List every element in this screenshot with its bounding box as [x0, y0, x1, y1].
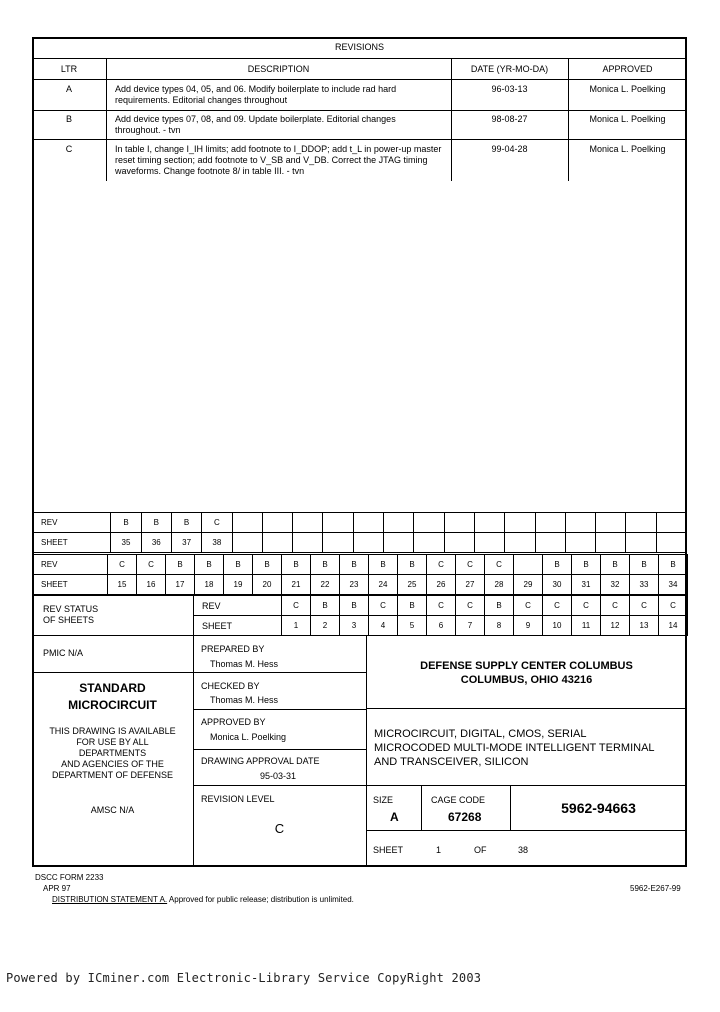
mid-rev-cell: B: [311, 555, 340, 575]
rev-date-a: 96-03-13: [491, 84, 528, 94]
cage-code-label: CAGE CODE: [431, 795, 486, 805]
status-sheet-cell: 7: [456, 616, 485, 636]
top-rev-cell: [565, 513, 595, 533]
mid-sheet-cell: 30: [543, 575, 572, 595]
status-sheet-cell: 14: [659, 616, 688, 636]
top-rev-cell: C: [202, 513, 232, 533]
checked-by: Thomas M. Hess: [210, 695, 279, 705]
mid-sheet-cell: 16: [137, 575, 166, 595]
top-rev-cell: [262, 513, 292, 533]
status-sheet-cell: 9: [514, 616, 543, 636]
rev-approved-a: Monica L. Poelking: [589, 84, 666, 94]
revision-level: C: [274, 821, 285, 836]
rev-desc-c-line1: In table I, change I_IH limits; add footnote to I_DDOP; add t_L in power-up master: [115, 144, 442, 154]
rev-date-c: 99-04-28: [491, 144, 528, 154]
mid-rev-cell: B: [224, 555, 253, 575]
top-sheet-cell: [505, 533, 535, 553]
top-rev-cell: B: [171, 513, 201, 533]
mid-sheet-cell: 23: [340, 575, 369, 595]
availability-5: DEPARTMENT OF DEFENSE: [51, 770, 174, 780]
col-date-header: DATE (YR-MO-DA): [470, 64, 549, 74]
mid-sheet-cell: 34: [659, 575, 688, 595]
top-rev-cell: B: [111, 513, 141, 533]
mid-rev-cell: B: [369, 555, 398, 575]
top-sheet-cell: [444, 533, 474, 553]
status-sheet-cell: 10: [543, 616, 572, 636]
status-sheet-cell: 13: [630, 616, 659, 636]
rev-desc-a-line2: requirements. Editorial changes throughout: [115, 95, 288, 105]
amsc: AMSC N/A: [90, 805, 135, 815]
status-sheet-cell: 11: [572, 616, 601, 636]
col-description-header: DESCRIPTION: [247, 64, 310, 74]
approval-date: 95-03-31: [260, 771, 297, 781]
top-sheet-cell: [535, 533, 565, 553]
approved-by-label: APPROVED BY: [201, 717, 266, 727]
col-ltr-header: LTR: [60, 64, 78, 74]
rev-status-label-2: OF SHEETS: [43, 615, 95, 625]
top-rev-cell: [353, 513, 383, 533]
top-sheet-cell: 35: [111, 533, 141, 553]
powered-by-footer: Powered by ICminer.com Electronic-Library Service CopyRight 2003: [6, 971, 482, 985]
mid-rev-cell: B: [166, 555, 195, 575]
prepared-by-label: PREPARED BY: [201, 644, 265, 654]
status-rev-cell: C: [630, 596, 659, 616]
approved-by: Monica L. Poelking: [210, 732, 287, 742]
status-rev-cell: C: [659, 596, 688, 616]
status-sheet-cell: 2: [311, 616, 340, 636]
status-rev-label: REV: [194, 596, 282, 616]
top-sheet-cell: [414, 533, 444, 553]
status-rev-cell: C: [572, 596, 601, 616]
top-sheet-cell: [232, 533, 262, 553]
mid-sheet-cell: 15: [108, 575, 137, 595]
status-rev-cell: C: [369, 596, 398, 616]
mid-rev-cell: B: [282, 555, 311, 575]
top-sheet-cell: [293, 533, 323, 553]
mid-sheet-label: SHEET: [33, 575, 108, 595]
top-sheet-cell: [353, 533, 383, 553]
distribution-title: DISTRIBUTION STATEMENT A.: [52, 895, 168, 904]
mid-rev-cell: [514, 555, 543, 575]
form-number: DSCC FORM 2233: [35, 873, 104, 882]
rev-desc-b-line2: throughout. - tvn: [115, 125, 181, 135]
mid-sheet-cell: 26: [427, 575, 456, 595]
availability-2: FOR USE BY ALL: [76, 737, 149, 747]
status-rev-cell: B: [485, 596, 514, 616]
drawing-title-2: MICROCODED MULTI-MODE INTELLIGENT TERMINAL: [374, 742, 655, 754]
standard-title-1: STANDARD: [79, 681, 146, 695]
mid-sheet-cell: 25: [398, 575, 427, 595]
mid-rev-cell: B: [543, 555, 572, 575]
mid-rev-cell: B: [398, 555, 427, 575]
status-rev-cell: B: [311, 596, 340, 616]
mid-rev-cell: B: [572, 555, 601, 575]
rev-ltr-c: C: [65, 144, 73, 154]
mid-sheet-cell: 22: [311, 575, 340, 595]
rev-approved-c: Monica L. Poelking: [589, 144, 666, 154]
top-sheet-cell: [596, 533, 626, 553]
document-code: 5962-E267-99: [630, 884, 681, 893]
mid-sheet-cell: 32: [601, 575, 630, 595]
rev-status-table: [193, 595, 688, 636]
status-sheet-cell: 4: [369, 616, 398, 636]
standard-title-2: MICROCIRCUIT: [68, 698, 157, 712]
top-sheet-cell: [626, 533, 656, 553]
rev-ltr-b: B: [65, 114, 72, 124]
status-sheet-cell: 1: [282, 616, 311, 636]
rev-ltr-a: A: [65, 84, 72, 94]
mid-rev-label: REV: [33, 555, 108, 575]
top-sheet-label: SHEET: [33, 533, 111, 553]
mid-rev-cell: C: [427, 555, 456, 575]
sheet-status-mid: [32, 554, 688, 595]
status-rev-cell: C: [427, 596, 456, 616]
status-sheet-cell: 5: [398, 616, 427, 636]
of-label: OF: [474, 845, 487, 855]
top-rev-cell: [535, 513, 565, 533]
dscc-name: DEFENSE SUPPLY CENTER COLUMBUS: [420, 660, 633, 672]
mid-rev-cell: B: [659, 555, 688, 575]
size-value: A: [390, 810, 399, 824]
checked-by-label: CHECKED BY: [201, 681, 260, 691]
top-sheet-cell: [656, 533, 686, 553]
rev-approved-b: Monica L. Poelking: [589, 114, 666, 124]
status-sheet-label: SHEET: [194, 616, 282, 636]
status-rev-cell: B: [398, 596, 427, 616]
cage-code: 67268: [448, 810, 482, 824]
top-sheet-cell: [384, 533, 414, 553]
mid-rev-cell: C: [485, 555, 514, 575]
top-rev-cell: [474, 513, 504, 533]
top-rev-cell: [626, 513, 656, 533]
distribution-statement: [52, 895, 354, 905]
mid-sheet-cell: 31: [572, 575, 601, 595]
mid-sheet-cell: 24: [369, 575, 398, 595]
top-rev-cell: [505, 513, 535, 533]
status-sheet-cell: 6: [427, 616, 456, 636]
top-sheet-cell: 38: [202, 533, 232, 553]
status-sheet-cell: 3: [340, 616, 369, 636]
top-sheet-cell: 36: [141, 533, 171, 553]
top-rev-cell: [444, 513, 474, 533]
mid-sheet-cell: 21: [282, 575, 311, 595]
drawing-title-1: MICROCIRCUIT, DIGITAL, CMOS, SERIAL: [374, 728, 587, 740]
mid-sheet-cell: 29: [514, 575, 543, 595]
mid-rev-cell: B: [195, 555, 224, 575]
sheet-number: 1: [436, 845, 442, 855]
top-rev-label: REV: [33, 513, 111, 533]
mid-rev-cell: B: [253, 555, 282, 575]
drawing-number: 5962-94663: [561, 800, 636, 816]
top-sheet-cell: 37: [171, 533, 201, 553]
form-date: APR 97: [43, 884, 71, 893]
pmic: PMIC N/A: [43, 648, 84, 658]
status-rev-cell: C: [282, 596, 311, 616]
rev-desc-a-line1: Add device types 04, 05, and 06. Modify boilerplate to include rad hard: [115, 84, 397, 94]
rev-desc-c-line2: reset timing section; add footnote to V_SB and V_DB. Correct the JTAG timing: [115, 155, 428, 165]
mid-rev-cell: B: [630, 555, 659, 575]
revisions-title: REVISIONS: [334, 42, 384, 52]
top-rev-cell: [414, 513, 444, 533]
sheet-total: 38: [518, 845, 529, 855]
top-sheet-cell: [323, 533, 353, 553]
rev-date-b: 98-08-27: [491, 114, 528, 124]
sheet-label: SHEET: [373, 845, 404, 855]
availability-4: AND AGENCIES OF THE: [61, 759, 164, 769]
top-rev-cell: [384, 513, 414, 533]
top-rev-cell: [293, 513, 323, 533]
revision-level-label: REVISION LEVEL: [201, 794, 275, 804]
col-approved-header: APPROVED: [602, 64, 653, 74]
status-rev-cell: C: [543, 596, 572, 616]
mid-sheet-cell: 20: [253, 575, 282, 595]
availability-3: DEPARTMENTS: [78, 748, 147, 758]
mid-sheet-cell: 28: [485, 575, 514, 595]
mid-rev-cell: B: [601, 555, 630, 575]
mid-sheet-cell: 27: [456, 575, 485, 595]
mid-sheet-cell: 19: [224, 575, 253, 595]
status-rev-cell: C: [601, 596, 630, 616]
mid-sheet-cell: 33: [630, 575, 659, 595]
top-rev-cell: [596, 513, 626, 533]
prepared-by: Thomas M. Hess: [210, 659, 279, 669]
rev-desc-c-line3: waveforms. Change footnote 8/ in table III. - tvn: [115, 166, 305, 176]
status-sheet-cell: 12: [601, 616, 630, 636]
top-sheet-cell: [565, 533, 595, 553]
top-rev-cell: B: [141, 513, 171, 533]
mid-rev-cell: C: [108, 555, 137, 575]
dscc-address: COLUMBUS, OHIO 43216: [460, 674, 593, 686]
mid-rev-cell: C: [456, 555, 485, 575]
mid-rev-cell: C: [137, 555, 166, 575]
status-rev-cell: C: [456, 596, 485, 616]
approval-date-label: DRAWING APPROVAL DATE: [201, 756, 320, 766]
availability-1: THIS DRAWING IS AVAILABLE: [49, 726, 176, 736]
status-rev-cell: C: [514, 596, 543, 616]
status-sheet-cell: 8: [485, 616, 514, 636]
status-rev-cell: B: [340, 596, 369, 616]
size-label: SIZE: [373, 795, 394, 805]
mid-sheet-cell: 17: [166, 575, 195, 595]
drawing-title-3: AND TRANSCEIVER, SILICON: [374, 756, 529, 768]
distribution-text: Approved for public release; distribution is unlimited.: [167, 895, 354, 904]
top-sheet-cell: [474, 533, 504, 553]
top-sheet-cell: [262, 533, 292, 553]
mid-rev-cell: B: [340, 555, 369, 575]
mid-sheet-cell: 18: [195, 575, 224, 595]
top-rev-cell: [232, 513, 262, 533]
top-rev-cell: [323, 513, 353, 533]
sheet-status-top: [32, 512, 687, 553]
rev-status-label-1: REV STATUS: [43, 604, 99, 614]
rev-desc-b-line1: Add device types 07, 08, and 09. Update boilerplate. Editorial changes: [115, 114, 396, 124]
top-rev-cell: [656, 513, 686, 533]
